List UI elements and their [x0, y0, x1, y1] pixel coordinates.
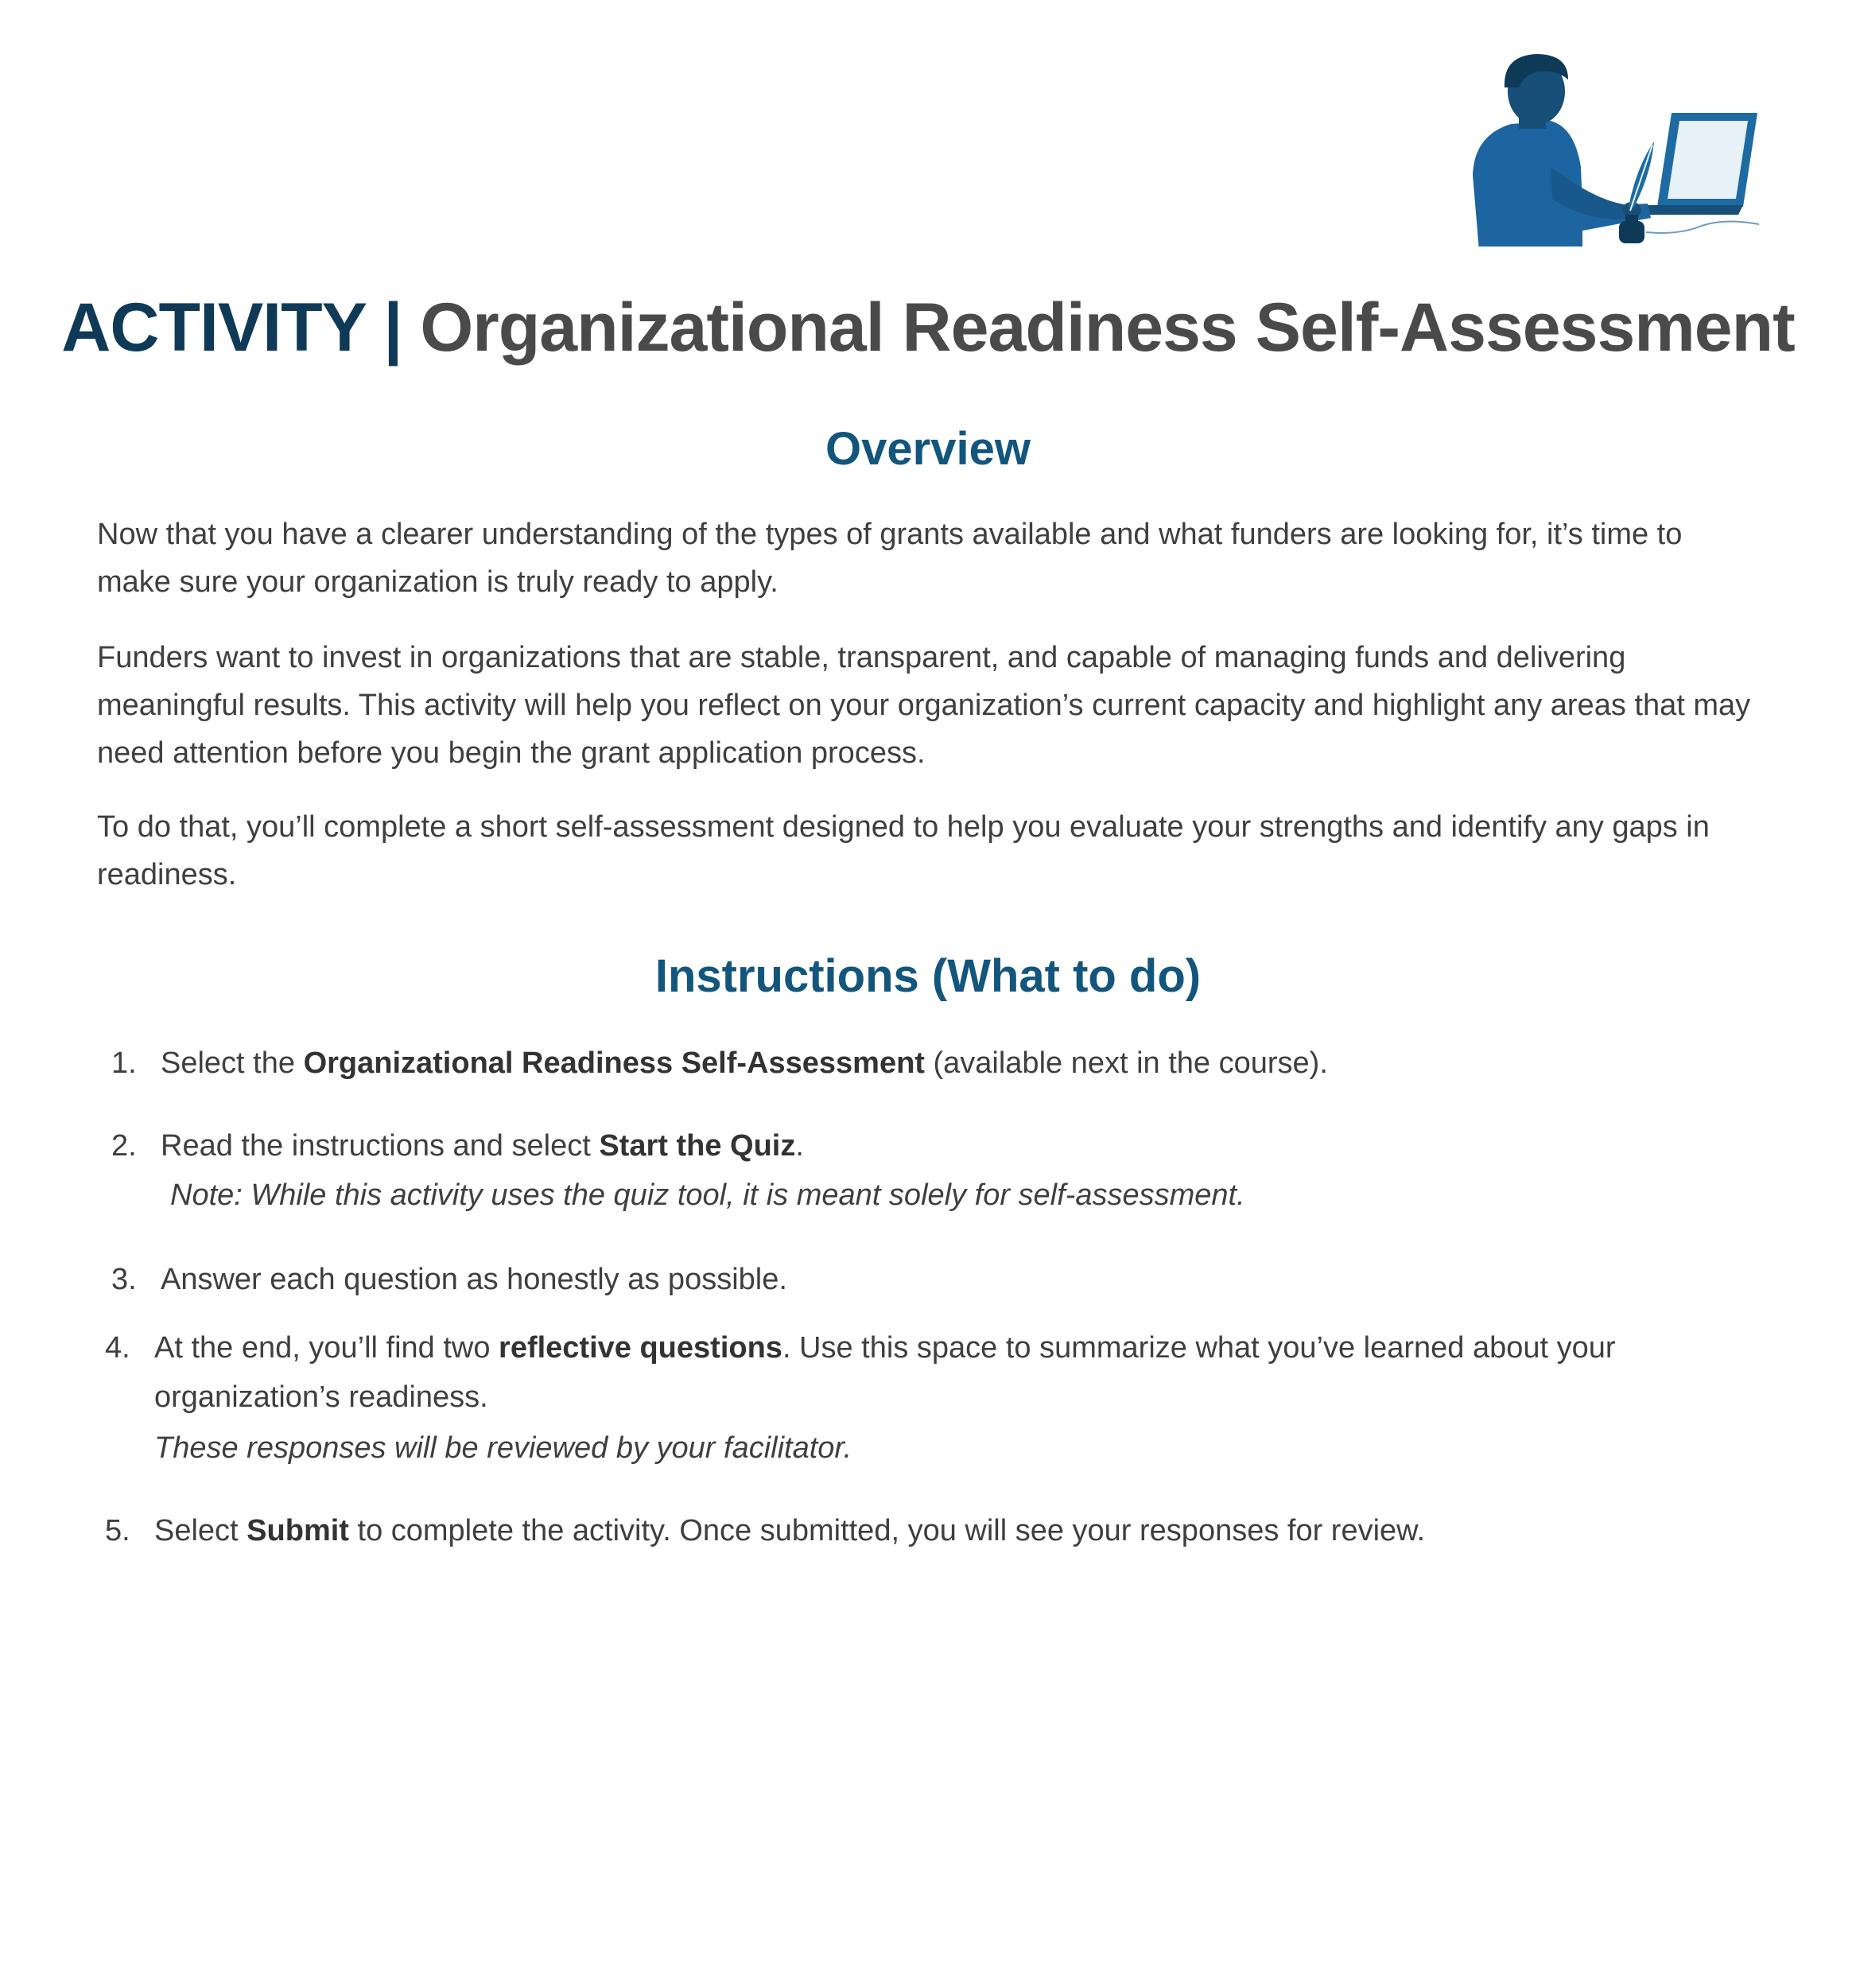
step-text: Answer each question as honestly as possible. [161, 1263, 787, 1296]
step-number: 4. [105, 1331, 130, 1365]
step-number: 5. [105, 1514, 130, 1547]
title-separator: | [383, 289, 402, 366]
step-text: Read the instructions and select Start the Quiz. Note: While this activity uses the quiz tool, it is meant solely for self-assessment. [161, 1121, 1245, 1220]
page-title [0, 280, 1856, 375]
step-bold-term: Organizational Readiness Self-Assessment [303, 1046, 925, 1080]
step-number: 1. [111, 1046, 137, 1080]
step-text: Select Submit to complete the activity. Once submitted, you will see your responses for review. [154, 1514, 1426, 1547]
overview-heading: Overview [825, 423, 1031, 475]
step-number: 3. [111, 1263, 137, 1296]
step-text: At the end, you’ll find two reflective questions. Use this space to summarize what you’ve learned about your organization’s readiness. These responses will be reviewed by your facilitator. [154, 1323, 1761, 1473]
step-text: Select the Organizational Readiness Self-Assessment (available next in the course). [161, 1046, 1328, 1080]
step-note: Note: While this activity uses the quiz tool, it is meant solely for self-assessment. [170, 1178, 1245, 1212]
overview-paragraph: To do that, you’ll complete a short self-assessment designed to help you evaluate your strengths and identify any gaps in readiness. [97, 810, 1710, 891]
title-activity-label: ACTIVITY [61, 289, 366, 366]
step-bold-term: Submit [247, 1514, 349, 1547]
person-writing-with-quill-laptop-icon [1463, 48, 1765, 247]
overview-paragraph: Now that you have a clearer understanding of the types of grants available and what funders are looking for, it’s time to make sure your organization is truly ready to apply. [97, 518, 1683, 599]
title-main-text: Organizational Readiness Self-Assessment [420, 289, 1795, 366]
step-bold-term: reflective questions [499, 1331, 782, 1365]
instructions-heading: Instructions (What to do) [654, 950, 1202, 1002]
step-bold-term: Start the Quiz [599, 1129, 796, 1163]
overview-paragraph: Funders want to invest in organizations that are stable, transparent, and capable of managing funds and delivering meaningful results. This activity will help you reflect on your organization’s current capacity and highlight any areas that may need attention before you begin the grant application process. [97, 641, 1751, 770]
step-number: 2. [111, 1129, 137, 1163]
step-note: These responses will be reviewed by your facilitator. [154, 1431, 852, 1465]
